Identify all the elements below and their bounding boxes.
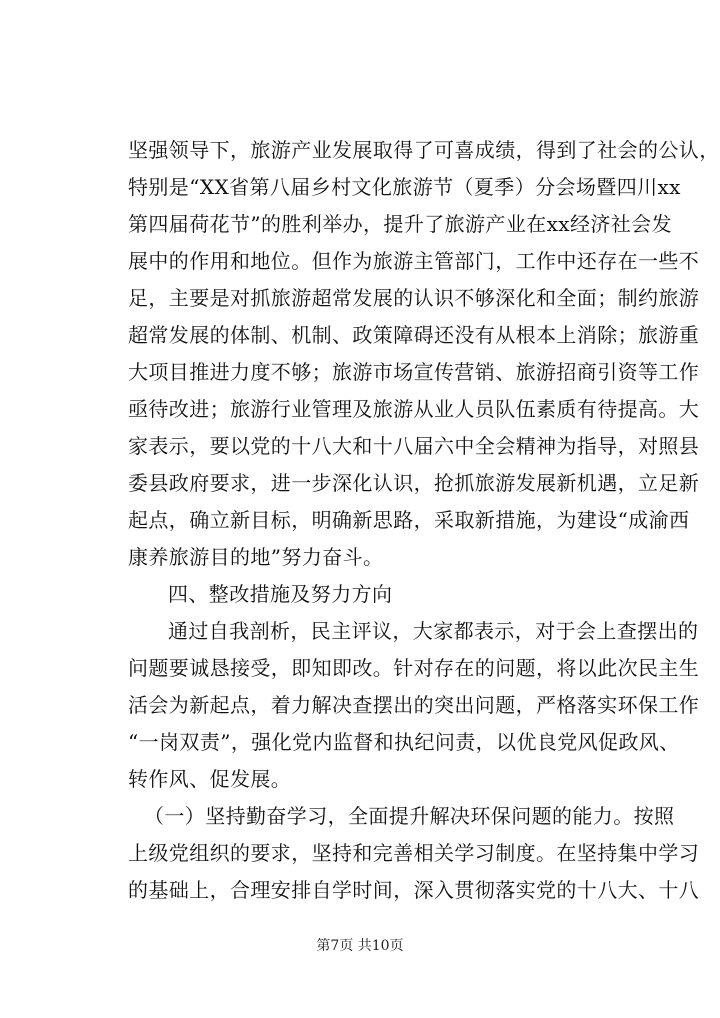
body-text-line: “一岗双责”，强化党内监督和执纪问责，以优良党风促政风、 [128,730,680,754]
body-text-line: 坚强领导下，旅游产业发展取得了可喜成绩，得到了社会的公认， [128,138,720,162]
body-text-line: 足，主要是对抓旅游超常发展的认识不够深化和全面；制约旅游 [128,286,700,310]
body-text-line: 展中的作用和地位。但作为旅游主管部门，工作中还存在一些不 [128,249,700,273]
body-text-line: 超常发展的体制、机制、政策障碍还没有从根本上消除；旅游重 [128,323,700,347]
body-text-line: 委县政府要求，进一步深化认识，抢抓旅游发展新机遇，立足新 [128,471,700,495]
body-text-line: 转作风、促发展。 [128,767,292,791]
body-text-line: 问题要诚恳接受，即知即改。针对存在的问题，将以此次民主生 [128,656,700,680]
body-text-line: 活会为新起点，着力解决查摆出的突出问题，严格落实环保工作 [128,693,700,717]
section-heading: 四、整改措施及努力方向 [168,582,393,606]
subsection-line: （一）坚持勤奋学习，全面提升解决环保问题的能力。按照 [144,804,675,828]
body-text-line: 起点，确立新目标，明确新思路，采取新措施，为建设“成渝西 [128,508,690,532]
body-text-line: 通过自我剖析，民主评议，大家都表示，对于会上查摆出的 [168,619,699,643]
body-text-line: 康养旅游目的地”努力奋斗。 [128,545,384,569]
body-text-line: 第四届荷花节”的胜利举办，提升了旅游产业在xx经济社会发 [128,212,672,236]
body-text-line: 大项目推进力度不够；旅游市场宣传营销、旅游招商引资等工作 [128,360,700,384]
page-number-footer: 第7页 共10页 [316,938,404,954]
body-text-line: 家表示，要以党的十八大和十八届六中全会精神为指导，对照县 [128,434,700,458]
body-text-line: 的基础上，合理安排自学时间，深入贯彻落实党的十八大、十八 [128,878,700,902]
body-text-line: 特别是“XX省第八届乡村文化旅游节（夏季）分会场暨四川xx [128,175,681,199]
body-text-line: 亟待改进；旅游行业管理及旅游从业人员队伍素质有待提高。大 [128,397,700,421]
body-text-line: 上级党组织的要求，坚持和完善相关学习制度。在坚持集中学习 [128,841,700,865]
